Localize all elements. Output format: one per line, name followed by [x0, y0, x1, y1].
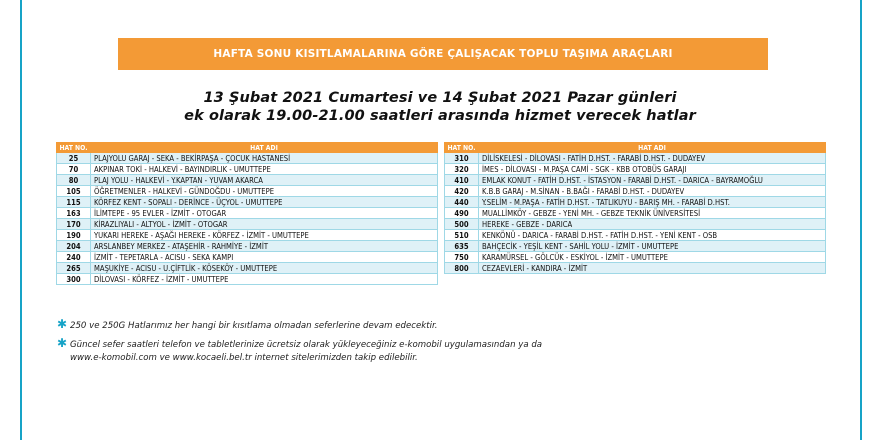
route-number: 300: [57, 274, 91, 285]
route-number: 320: [445, 164, 479, 175]
route-name: K.B.B GARAJ - M.SİNAN - B.BAĞI - FARABİ D.HST. - DUDAYEV: [479, 186, 826, 197]
asterisk-icon: ✱: [57, 317, 68, 331]
route-number: 635: [445, 241, 479, 252]
route-name: DİLOVASI - KÖRFEZ - İZMİT - UMUTTEPE: [91, 274, 438, 285]
table-header-row: [445, 143, 826, 153]
table-row: [57, 197, 438, 208]
route-number: 70: [57, 164, 91, 175]
route-name: İLİMTEPE - 95 EVLER - İZMİT - OTOGAR: [91, 208, 438, 219]
table-row: [445, 164, 826, 175]
route-number: 105: [57, 186, 91, 197]
table-row: [445, 252, 826, 263]
route-number: 510: [445, 230, 479, 241]
route-name: DİLİSKELESİ - DİLOVASI - FATİH D.HST. - FARABİ D.HST. - DUDAYEV: [479, 153, 826, 164]
table-row: [445, 175, 826, 186]
table-row: [445, 230, 826, 241]
route-name: KARAMÜRSEL - GÖLCÜK - ESKİYOL - İZMİT - UMUTTEPE: [479, 252, 826, 263]
route-number: 800: [445, 263, 479, 274]
route-name: MAŞUKİYE - ACISU - U.ÇİFTLİK - KÖSEKÖY - UMUTTEPE: [91, 263, 438, 274]
table-row: [445, 153, 826, 164]
table-row: [57, 219, 438, 230]
route-number: 204: [57, 241, 91, 252]
route-number: 25: [57, 153, 91, 164]
note-schedule: [70, 339, 542, 365]
route-name: EMLAK KONUT - FATİH D.HST. - İSTASYON - FARABİ D.HST. - DARICA - BAYRAMOĞLU: [479, 175, 826, 186]
table-row: [57, 252, 438, 263]
left-routes-table: [56, 142, 438, 285]
header-hat-adi: HAT ADI: [91, 143, 438, 153]
table-row: [57, 208, 438, 219]
route-name: MUALLİMKÖY - GEBZE - YENİ MH. - GEBZE TEKNİK ÜNİVERSİTESİ: [479, 208, 826, 219]
route-number: 163: [57, 208, 91, 219]
right-routes-table: [444, 142, 826, 274]
route-number: 750: [445, 252, 479, 263]
route-number: 310: [445, 153, 479, 164]
table-row: [445, 219, 826, 230]
route-name: KENKÖNÜ - DARICA - FARABİ D.HST. - FATİH D.HST. - YENİ KENT - OSB: [479, 230, 826, 241]
table-row: [57, 241, 438, 252]
route-number: 490: [445, 208, 479, 219]
route-name: BAHÇECİK - YEŞİL KENT - SAHİL YOLU - İZMİT - UMUTTEPE: [479, 241, 826, 252]
route-name: İMES - DİLOVASI - M.PAŞA CAMİ - SGK - KBB OTOBÜS GARAJI: [479, 164, 826, 175]
route-number: 420: [445, 186, 479, 197]
table-header-row: [57, 143, 438, 153]
route-name: ÖĞRETMENLER - HALKEVİ - GÜNDOĞDU - UMUTTEPE: [91, 186, 438, 197]
route-number: 190: [57, 230, 91, 241]
table-row: [445, 197, 826, 208]
route-name: KÖRFEZ KENT - SOPALI - DERİNCE - ÜÇYOL - UMUTTEPE: [91, 197, 438, 208]
route-name: PLAJYOLU GARAJ - SEKA - BEKİRPAŞA - ÇOCUK HASTANESİ: [91, 153, 438, 164]
note-schedule-line-1: Güncel sefer saatleri telefon ve tabletlerinize ücretsiz olarak yükleyeceğiniz e-komobil uygulamasından ya da: [70, 340, 543, 350]
table-row: [57, 153, 438, 164]
title-banner: HAFTA SONU KISITLAMALARINA GÖRE ÇALIŞACAK TOPLU TAŞIMA ARAÇLARI: [118, 38, 768, 70]
route-name: YUKARI HEREKE - AŞAĞI HEREKE - KÖRFEZ - İZMİT - UMUTTEPE: [91, 230, 438, 241]
route-name: AKPINAR TOKİ - HALKEVİ - BAYINDIRLIK - UMUTTEPE: [91, 164, 438, 175]
table-row: [445, 208, 826, 219]
route-number: 440: [445, 197, 479, 208]
table-row: [445, 241, 826, 252]
route-name: ARSLANBEY MERKEZ - ATAŞEHİR - RAHMİYE - İZMİT: [91, 241, 438, 252]
route-name: PLAJ YOLU - HALKEVİ - Y.KAPTAN - YUVAM AKARCA: [91, 175, 438, 186]
header-hat-no: HAT NO.: [445, 143, 479, 153]
table-row: [57, 175, 438, 186]
route-number: 170: [57, 219, 91, 230]
table-row: [57, 186, 438, 197]
table-row: [57, 230, 438, 241]
route-name: CEZAEVLERİ - KANDIRA - İZMİT: [479, 263, 826, 274]
route-number: 115: [57, 197, 91, 208]
note-250: 250 ve 250G Hatlarımız her hangi bir kısıtlama olmadan seferlerine devam edecektir.: [70, 321, 438, 331]
table-row: [57, 164, 438, 175]
header-hat-no: HAT NO.: [57, 143, 91, 153]
table-row: [445, 263, 826, 274]
header-hat-adi: HAT ADI: [479, 143, 826, 153]
route-name: İZMİT - TEPETARLA - ACISU - SEKA KAMPI: [91, 252, 438, 263]
table-row: [445, 186, 826, 197]
headline-dates: 13 Şubat 2021 Cumartesi ve 14 Şubat 2021 Pazar günleri: [203, 90, 677, 106]
headline-hours: ek olarak 19.00-21.00 saatleri arasında hizmet verecek hatlar: [184, 108, 696, 124]
route-name: KİRAZLIYALI - ALTYOL - İZMİT - OTOGAR: [91, 219, 438, 230]
route-number: 410: [445, 175, 479, 186]
route-number: 265: [57, 263, 91, 274]
table-row: [57, 274, 438, 285]
table-row: [57, 263, 438, 274]
route-number: 80: [57, 175, 91, 186]
route-name: Y.SELİM - M.PAŞA - FATİH D.HST. - TATLIKUYU - BARIŞ MH. - FARABİ D.HST.: [479, 197, 826, 208]
asterisk-icon: ✱: [57, 336, 68, 350]
route-number: 240: [57, 252, 91, 263]
note-schedule-line-2: www.e-komobil.com ve www.kocaeli.bel.tr internet sitelerimizden takip edilebilir.: [70, 353, 418, 363]
route-number: 500: [445, 219, 479, 230]
route-name: HEREKE - GEBZE - DARICA: [479, 219, 826, 230]
